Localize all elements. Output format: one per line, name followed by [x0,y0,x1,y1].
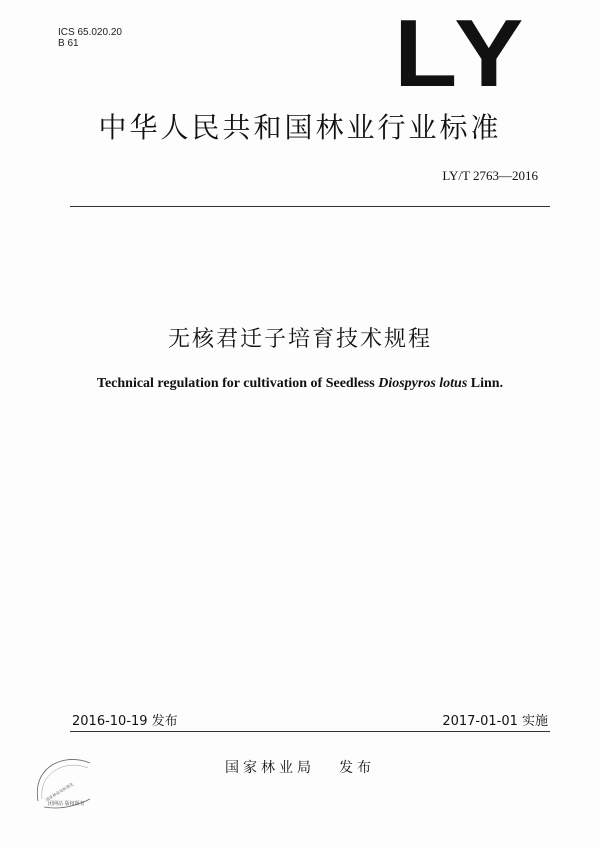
ccs-code: B 61 [58,38,79,49]
seal-stamp-icon [30,755,102,811]
standard-number: LY/T 2763—2016 [442,168,538,183]
title-en-species: Diospyros lotus [378,376,468,391]
implementation-date: 2017-01-01 实施 [442,714,548,729]
document-title-en [0,376,600,392]
publisher-action: 发布 [339,760,375,776]
publisher-name: 国家林业局 [225,760,315,776]
svg-text:团网站 版权所有: 团网站 版权所有 [48,801,85,807]
standard-title: 中华人民共和国林业行业标准 [98,111,502,144]
top-divider [70,206,550,207]
title-en-prefix: Technical regulation for cultivation of Seedless [96,376,379,391]
document-title-cn: 无核君迁子培育技术规程 [167,327,432,352]
bottom-divider [70,731,550,732]
svg-text:国家林业局标准化: 国家林业局标准化 [44,781,75,803]
ics-code: ICS 65.020.20 [58,27,122,38]
classification-codes [58,27,122,49]
ly-logo: LY [394,0,530,107]
title-en-suffix: Linn. [467,376,504,391]
issue-date: 2016-10-19 发布 [72,714,178,729]
